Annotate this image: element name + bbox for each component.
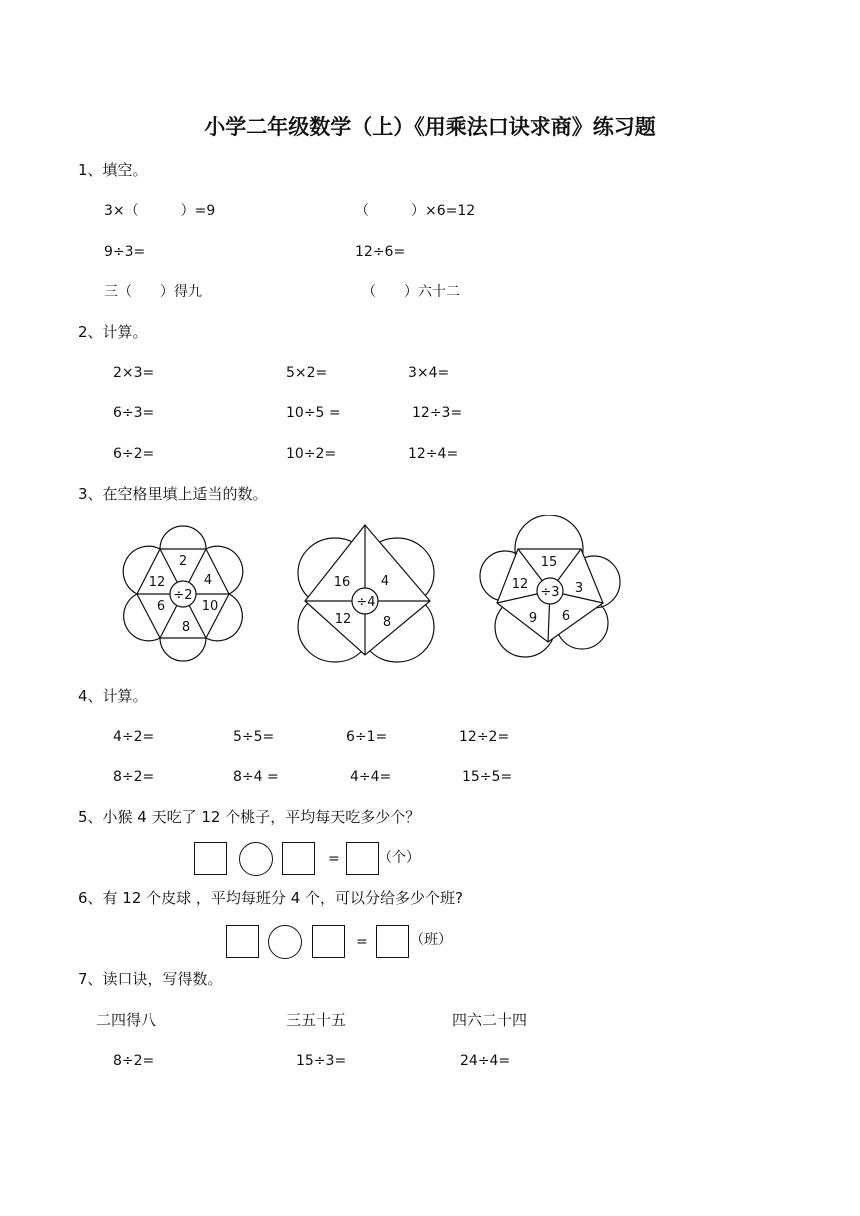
unit-label: （个） xyxy=(378,850,420,866)
q2-item: 6÷3= xyxy=(113,405,155,421)
flower-1-petal: 2 xyxy=(178,554,188,569)
answer-box[interactable] xyxy=(226,925,259,958)
answer-box[interactable] xyxy=(194,842,227,875)
q1-heading: 1、填空。 xyxy=(78,161,148,179)
flower-2-petal: 8 xyxy=(382,615,392,630)
q4-item: 4÷2= xyxy=(113,729,155,745)
q4-item: 6÷1= xyxy=(346,729,388,745)
q2-item: 6÷2= xyxy=(113,446,155,462)
flower-1-petal: 10 xyxy=(201,599,219,614)
q7-item: 8÷2= xyxy=(113,1053,155,1069)
equals-sign: = xyxy=(356,934,368,950)
flower-3-petal: 9 xyxy=(528,611,538,626)
q7-heading: 7、读口诀，写得数。 xyxy=(78,970,223,988)
q4-item: 12÷2= xyxy=(459,729,510,745)
flower-1-center: ÷2 xyxy=(173,588,193,603)
equals-sign: = xyxy=(328,851,340,867)
q2-item: 2×3= xyxy=(113,365,155,381)
answer-box[interactable] xyxy=(312,925,345,958)
flower-3-petal: 12 xyxy=(511,577,529,592)
q4-item: 8÷2= xyxy=(113,769,155,785)
flower-2 xyxy=(298,525,434,662)
q4-item: 8÷4 = xyxy=(233,769,279,785)
q2-heading: 2、计算。 xyxy=(78,323,148,341)
q7-rhyme: 二四得八 xyxy=(96,1011,157,1029)
q2-item: 3×4= xyxy=(408,365,450,381)
flower-diagrams xyxy=(0,515,860,665)
q7-item: 15÷3= xyxy=(296,1053,347,1069)
flower-1-petal: 12 xyxy=(148,575,166,590)
answer-box[interactable] xyxy=(376,925,409,958)
q4-item: 15÷5= xyxy=(462,769,513,785)
flower-3-petal: 3 xyxy=(574,581,584,596)
answer-box[interactable] xyxy=(282,842,315,875)
q5-heading: 5、小猴 4 天吃了 12 个桃子，平均每天吃多少个？ xyxy=(78,808,421,826)
q2-item: 5×2= xyxy=(286,365,328,381)
q1-item: 12÷6= xyxy=(355,244,406,260)
q7-rhyme: 三五十五 xyxy=(286,1011,347,1029)
q7-item: 24÷4= xyxy=(460,1053,511,1069)
operator-circle[interactable] xyxy=(268,925,302,959)
flower-2-petal: 4 xyxy=(380,574,390,589)
flower-2-petal: 16 xyxy=(333,575,351,590)
q2-item: 10÷2= xyxy=(286,446,337,462)
q1-item: 3×（ ）=9 xyxy=(104,203,216,219)
q1-item: 三（ ）得九 xyxy=(104,284,202,300)
flower-1-petal: 4 xyxy=(203,573,213,588)
q4-item: 4÷4= xyxy=(350,769,392,785)
q6-heading: 6、有 12 个皮球 ，平均每班分 4 个，可以分给多少个班? xyxy=(78,889,463,907)
operator-circle[interactable] xyxy=(239,842,273,876)
unit-label: （班） xyxy=(410,932,452,948)
flower-1-petal: 8 xyxy=(181,620,191,635)
flower-3-petal: 15 xyxy=(540,555,558,570)
page-title: 小学二年级数学（上）《用乘法口诀求商》练习题 xyxy=(204,115,656,139)
flower-3-petal: 6 xyxy=(561,609,571,624)
q7-rhyme: 四六二十四 xyxy=(452,1011,528,1029)
q2-item: 12÷3= xyxy=(412,405,463,421)
flower-2-center: ÷4 xyxy=(356,595,376,610)
flower-1-petal: 6 xyxy=(156,599,166,614)
q4-heading: 4、计算。 xyxy=(78,687,148,705)
answer-box[interactable] xyxy=(346,842,379,875)
q4-item: 5÷5= xyxy=(233,729,275,745)
q2-item: 12÷4= xyxy=(408,446,459,462)
q1-item: 9÷3= xyxy=(104,244,146,260)
flower-3-center: ÷3 xyxy=(540,585,560,600)
q1-item: （ ）×6=12 xyxy=(355,203,476,219)
q3-heading: 3、在空格里填上适当的数。 xyxy=(78,485,268,503)
q1-item: （ ）六十二 xyxy=(362,284,460,300)
q2-item: 10÷5 = xyxy=(286,405,341,421)
flower-2-petal: 12 xyxy=(334,612,352,627)
